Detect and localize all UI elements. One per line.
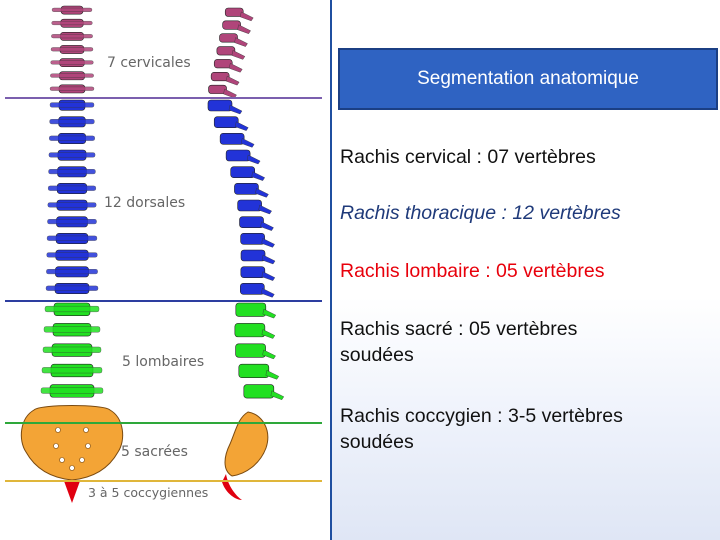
thoracic-vertebra-side xyxy=(240,217,264,228)
thoracic-vertebra-side xyxy=(241,233,265,244)
label-dorsales: 12 dorsales xyxy=(104,195,186,211)
thoracic-vertebra-side xyxy=(226,150,250,161)
thoracic-vertebra-process xyxy=(49,169,96,174)
thoracic-vertebra-process xyxy=(48,186,96,191)
item-lombaire: Rachis lombaire : 05 vertèbres xyxy=(340,260,605,282)
panel-title: Segmentation anatomique xyxy=(417,68,639,89)
lumbar-vertebra-side xyxy=(236,303,266,316)
lumbar-vertebra-side xyxy=(244,385,274,398)
thoracic-vertebra-process xyxy=(48,203,96,208)
lumbar-vertebra-side xyxy=(236,344,266,357)
thoracic-vertebra-side-spinous xyxy=(259,205,272,214)
label-lombaires: 5 lombaires xyxy=(122,354,205,370)
lumbar-vertebra-side-spinous xyxy=(266,370,279,379)
lumbar-vertebra-side-spinous xyxy=(263,309,276,318)
thoracic-vertebra-side xyxy=(241,267,265,278)
thoracic-vertebra-side-spinous xyxy=(235,122,248,131)
item-sacre-line1: Rachis sacré : 05 vertèbres xyxy=(340,318,578,340)
thoracic-vertebra-process xyxy=(49,153,95,158)
sacral-foramen xyxy=(84,428,89,433)
sacrum-side xyxy=(225,412,268,476)
thoracic-vertebra-process xyxy=(47,253,98,258)
thoracic-vertebra-side-spinous xyxy=(229,105,242,114)
sacral-foramen xyxy=(56,428,61,433)
cervical-vertebra-process xyxy=(50,74,93,78)
sacral-foramen xyxy=(54,444,59,449)
cervical-vertebra-side-spinous xyxy=(232,50,245,59)
thoracic-vertebra-side xyxy=(240,283,264,294)
item-coccygien-line1: Rachis coccygien : 3-5 vertèbres xyxy=(340,405,623,427)
spine-illustration xyxy=(0,0,330,540)
cervical-vertebra-process xyxy=(52,8,92,12)
coccyx-side xyxy=(222,474,242,500)
cervical-vertebra-side-spinous xyxy=(238,25,251,34)
cervical-vertebra-side-spinous xyxy=(224,89,237,98)
item-thoracique: Rachis thoracique : 12 vertèbres xyxy=(340,202,621,224)
item-sacre xyxy=(340,316,577,368)
front-view-spine xyxy=(41,6,103,397)
cervical-vertebra-process xyxy=(50,87,94,91)
label-sacrees: 5 sacrées xyxy=(121,444,188,460)
coccyx-front xyxy=(64,481,80,503)
lumbar-vertebra-process xyxy=(42,367,102,373)
thoracic-vertebra-side xyxy=(208,100,232,111)
cervical-vertebra-side-spinous xyxy=(229,63,242,72)
thoracic-vertebra-process xyxy=(50,103,94,108)
sacral-foramen xyxy=(70,466,75,471)
lumbar-vertebra-side-spinous xyxy=(263,350,276,359)
thoracic-vertebra-side xyxy=(231,167,255,178)
sacral-foramen xyxy=(80,458,85,463)
cervical-vertebra-process xyxy=(51,34,92,38)
label-cervicales: 7 cervicales xyxy=(107,55,191,71)
thoracic-vertebra-side-spinous xyxy=(241,138,254,147)
sacral-foramen xyxy=(86,444,91,449)
lumbar-vertebra-side xyxy=(239,364,269,377)
thoracic-vertebra-side-spinous xyxy=(252,172,265,181)
thoracic-vertebra-side xyxy=(214,117,238,128)
lumbar-vertebra-process xyxy=(41,388,103,394)
thoracic-vertebra-side-spinous xyxy=(247,155,260,164)
thoracic-vertebra-side-spinous xyxy=(261,288,274,297)
thoracic-vertebra-process xyxy=(50,119,95,124)
label-coccygiennes: 3 à 5 coccygiennes xyxy=(88,485,209,500)
thoracic-vertebra-process xyxy=(47,236,97,241)
thoracic-vertebra-side xyxy=(241,250,265,261)
title-box xyxy=(338,48,718,110)
cervical-vertebra-process xyxy=(52,21,93,25)
thoracic-vertebra-process xyxy=(46,269,97,274)
cervical-vertebra-side-spinous xyxy=(226,76,239,85)
thoracic-vertebra-side xyxy=(238,200,262,211)
thoracic-vertebra-side-spinous xyxy=(262,255,275,264)
thoracic-vertebra-side-spinous xyxy=(255,188,268,197)
cervical-vertebra-side-spinous xyxy=(240,12,253,21)
thoracic-vertebra-side xyxy=(220,133,244,144)
thoracic-vertebra-side xyxy=(234,183,258,194)
thoracic-vertebra-side-spinous xyxy=(262,238,275,247)
thoracic-vertebra-process xyxy=(49,136,94,141)
lumbar-vertebra-side-spinous xyxy=(271,391,284,400)
lumbar-vertebra-side-spinous xyxy=(262,330,275,339)
lumbar-vertebra-side xyxy=(235,323,265,336)
thoracic-vertebra-side-spinous xyxy=(261,222,274,231)
lumbar-vertebra-process xyxy=(44,327,100,333)
cervical-vertebra-process xyxy=(51,47,93,51)
thoracic-vertebra-process xyxy=(46,286,98,291)
item-cervical: Rachis cervical : 07 vertèbres xyxy=(340,146,596,168)
item-coccygien xyxy=(340,403,623,455)
thoracic-vertebra-side-spinous xyxy=(262,272,275,281)
cervical-vertebra-side-spinous xyxy=(235,38,248,47)
sacral-foramen xyxy=(60,458,65,463)
item-coccygien-line2: soudées xyxy=(340,431,414,453)
thoracic-vertebra-process xyxy=(47,219,96,224)
side-view-spine xyxy=(208,8,284,500)
lumbar-vertebra-process xyxy=(45,306,99,312)
lumbar-vertebra-process xyxy=(43,347,101,353)
cervical-vertebra-process xyxy=(51,61,94,65)
item-sacre-line2: soudées xyxy=(340,344,414,366)
